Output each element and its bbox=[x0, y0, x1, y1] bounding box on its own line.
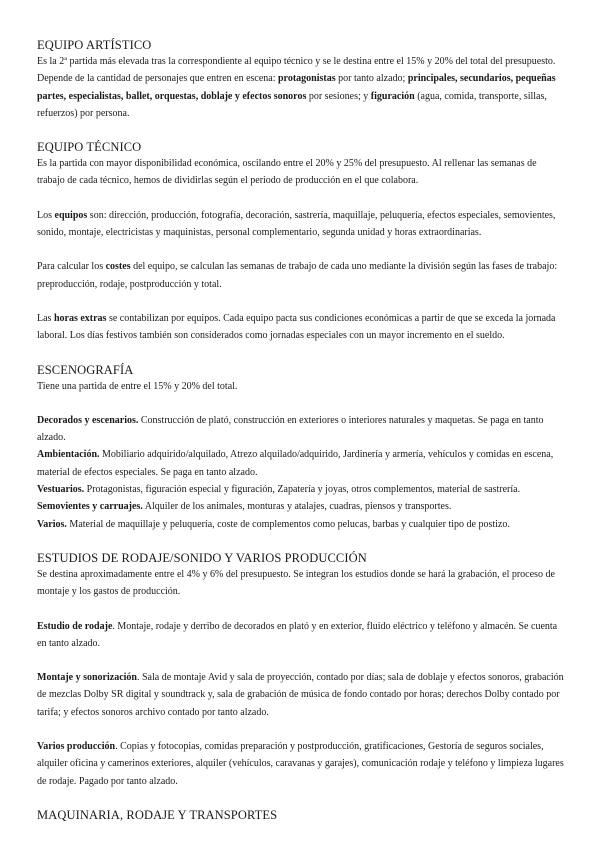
body-paragraph bbox=[37, 738, 565, 790]
section-heading: MAQUINARIA, RODAJE Y TRANSPORTES bbox=[37, 807, 278, 822]
body-paragraph bbox=[37, 258, 565, 293]
bold-term: figuración bbox=[370, 90, 415, 102]
text-run: se contabilizan por equipos. Cada equipo pacta sus condiciones económicas a partir de que se exceda la jornada laboral. Los días festivos también son considerados como jornadas especiales con un mayor incremento en el sueldo. bbox=[37, 312, 556, 342]
bold-term: protagonistas bbox=[278, 73, 336, 85]
bold-term: Estudio de rodaje bbox=[37, 620, 113, 632]
paragraph-spacer bbox=[37, 652, 565, 669]
bold-term: Semovientes y carruajes. bbox=[37, 501, 143, 513]
body-paragraph bbox=[37, 412, 565, 533]
section-heading: EQUIPO ARTÍSTICO bbox=[37, 38, 152, 52]
paragraph-spacer bbox=[37, 721, 565, 738]
text-run: Los bbox=[37, 209, 55, 221]
section-spacer bbox=[37, 533, 565, 550]
text-run: (agua, comida, transporte, sillas, refuerzos) por persona. bbox=[37, 90, 547, 119]
text-run: . Copias y fotocopias, comidas preparación y postproducción, gratificaciones, Gestoría de seguros sociales, alquiler oficina y camerinos exteriores, alquiler (vehículos, caravanas y garajes), comunicación rodaje y teléfono y limpieza lugares de rodaje. Pagado por tanto alzado. bbox=[37, 741, 564, 787]
section-heading: ESTUDIOS DE RODAJE/SONIDO Y VARIOS PRODUCCIÓN bbox=[37, 550, 367, 565]
body-paragraph bbox=[37, 566, 565, 601]
section-heading: ESCENOGRAFÍA bbox=[37, 362, 134, 377]
body-paragraph bbox=[37, 207, 565, 242]
text-run: por tanto alzado; bbox=[335, 73, 408, 85]
text-run: Es la 2ª partida más elevada tras la correspondiente al equipo técnico y se le destina entre el 15% y 20% del total del presupuesto. Depende de la cantidad de personajes que entren en escena: bbox=[37, 56, 556, 85]
bold-term: Varios. bbox=[37, 518, 67, 530]
document-page bbox=[37, 37, 565, 823]
bold-term: Varios producción bbox=[37, 741, 116, 753]
text-run: Protagonistas, figuración especial y figuración, Zapatería y joyas, otros complementos, material de sastrería. bbox=[84, 484, 521, 496]
section-spacer bbox=[37, 345, 565, 362]
section-heading: EQUIPO TÉCNICO bbox=[37, 140, 142, 155]
body-paragraph bbox=[37, 618, 565, 653]
paragraph-spacer bbox=[37, 190, 565, 207]
text-run: Tiene una partida de entre el 15% y 20% del total. bbox=[37, 380, 238, 392]
text-run: Es la partida con mayor disponibilidad económica, oscilando entre el 20% y 25% del presupuesto. Al rellenar las semanas de trabajo de cada técnico, hemos de dividirlas según el periodo de producción en el que colabora. bbox=[37, 158, 537, 187]
body-paragraph bbox=[37, 155, 565, 190]
text-run: por sesiones; y bbox=[306, 90, 371, 102]
body-paragraph bbox=[37, 378, 565, 395]
paragraph-spacer bbox=[37, 601, 565, 618]
text-run: son: dirección, producción, fotografía, decoración, sastrería, maquillaje, peluquería, efectos especiales, semovientes, sonido, montaje, electricistas y maquinistas, personal complementario, segunda unidad y horas extraordinarias. bbox=[37, 209, 556, 239]
text-run: Para calcular los bbox=[37, 261, 106, 273]
paragraph-spacer bbox=[37, 241, 565, 258]
bold-term: costes bbox=[105, 261, 131, 273]
bold-term: horas extras bbox=[53, 312, 107, 324]
text-run: del equipo, se calculan las semanas de trabajo de cada uno mediante la división según las fases de trabajo: preproducción, rodaje, postproducción y total. bbox=[37, 261, 558, 290]
text-run: Se destina aproximadamente entre el 4% y 6% del presupuesto. Se integran los estudios donde se hará la grabación, el proceso de montaje y los gastos de producción. bbox=[37, 568, 555, 598]
bold-term: Decorados y escenarios. bbox=[37, 414, 139, 426]
text-run: Material de maquillaje y peluquería, coste de complementos como pelucas, barbas y cualquier tipo de postizo. bbox=[66, 518, 510, 530]
body-paragraph bbox=[37, 669, 565, 721]
text-run: Alquiler de los animales, monturas y atalajes, cuadras, piensos y transportes. bbox=[142, 501, 452, 513]
bold-term: Montaje y sonorización bbox=[37, 672, 137, 684]
body-paragraph bbox=[37, 53, 565, 122]
bold-term: Vestuarios. bbox=[37, 484, 85, 496]
section-spacer bbox=[37, 122, 565, 139]
text-run: . Sala de montaje Avid y sala de proyección, contado por días; sala de doblaje y efectos sonoros, grabación de mezclas Dolby SR digital y soundtrack y, sala de grabación de música de fondo contado por horas; derechos Dolby contado por tarifa; y efectos sonoros archivo contado por tanto alzado. bbox=[37, 672, 564, 718]
text-run: . Montaje, rodaje y derribo de decorados en plató y en exterior, fluido eléctrico y teléfono y almacén. Se cuenta en tanto alzado. bbox=[37, 620, 558, 649]
text-run: Mobiliario adquirido/alquilado, Atrezo alquilado/adquirido, Jardinería y armería, vehículos y comidas en escena, material de efectos especiales. Se paga en tanto alzado. bbox=[37, 449, 554, 478]
bold-term: Ambientación. bbox=[37, 449, 100, 461]
body-paragraph bbox=[37, 310, 565, 345]
paragraph-spacer bbox=[37, 293, 565, 310]
section-spacer bbox=[37, 790, 565, 807]
bold-term: principales, secundarios, pequeñas partes, especialistas, ballet, orquestas, doblaje y efectos sonoros bbox=[37, 73, 556, 102]
text-run: Construcción de plató, construcción en exteriores o interiores naturales y maquetas. Se paga en tanto alzado. bbox=[37, 414, 544, 444]
bold-term: equipos bbox=[54, 209, 88, 221]
text-run: Las bbox=[37, 312, 54, 324]
paragraph-spacer bbox=[37, 395, 565, 412]
